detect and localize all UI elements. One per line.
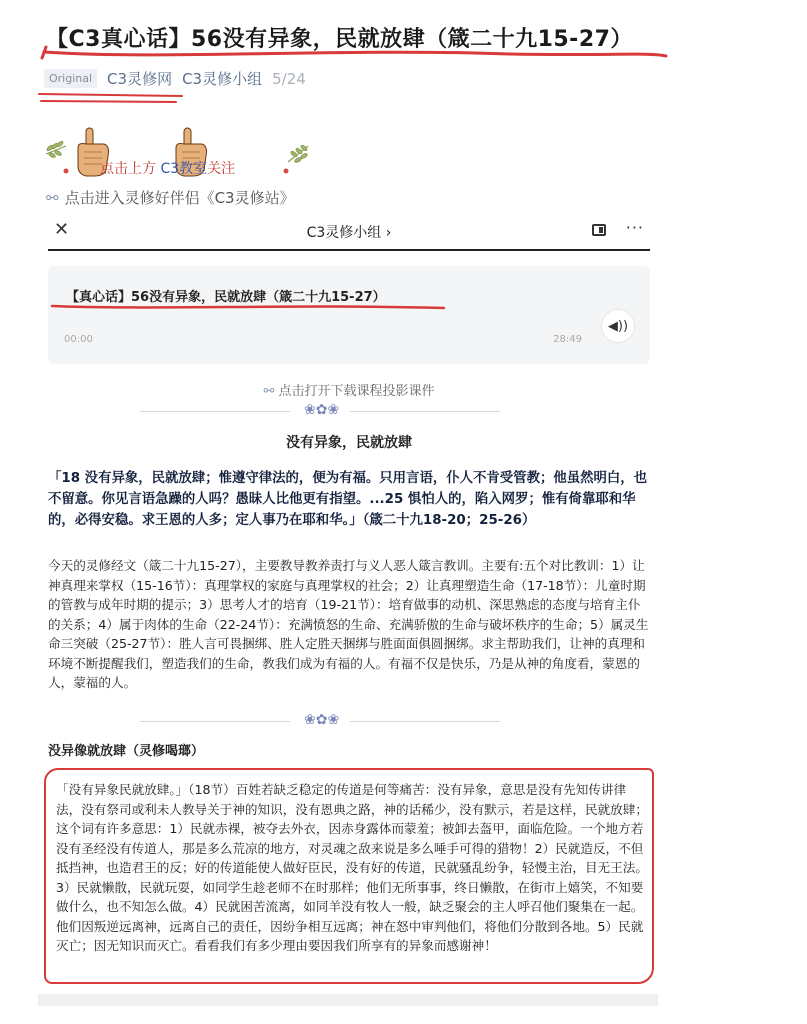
audio-title-underline-annotation bbox=[48, 300, 448, 314]
flower-ornament-icon: ❀✿❀ bbox=[304, 712, 340, 728]
intro-paragraph: 今天的灵修经文（箴二十九15-27），主要教导教养责打与义人恶人箴言教训。主要有:五个对比教训：1）让神真理来掌权（15-16节）：真理掌权的家庭与真理掌权的社会；2）让真理塑造生命（17-18节）：儿童时期的管教与成年时期的提示；3）思考人才的培育（19-21节）：培育做事的动机、深思熟虑的态度与培育主仆的关系；4）属于肉体的生命（22-24节）：充满愤怒的生命、充满骄傲的生命与破坏秩序的生命；5）属灵生命三突破（25-27节）：胜人言可畏捆绑、胜人定胜天捆绑与胜面面俱圆捆绑。求主帮助我们，让神的真理和环境不断提醒我们，塑造我们的生命，教我们成为有福的人。有福不仅是快乐，乃是从神的角度看，蒙恩的人，蒙福的人。 bbox=[48, 558, 649, 690]
devotion-title: 没异像就放肆（灵修喝瑯） bbox=[48, 744, 205, 759]
author-link[interactable]: C3灵修网 bbox=[107, 70, 173, 88]
bullet-dot-icon bbox=[284, 169, 289, 174]
original-badge: Original bbox=[44, 69, 97, 88]
more-icon[interactable]: ··· bbox=[625, 218, 644, 237]
minimize-window-icon[interactable] bbox=[592, 224, 606, 236]
follow-suffix: 关注 bbox=[207, 161, 236, 177]
follow-account: C3教室 bbox=[160, 161, 208, 177]
section-divider bbox=[110, 712, 530, 732]
flower-ornament-icon: ❀✿❀ bbox=[304, 402, 340, 418]
companion-site-link[interactable] bbox=[46, 187, 295, 208]
follow-prefix: 点击上方 bbox=[100, 161, 156, 177]
meta-underline-annotation bbox=[36, 90, 186, 106]
scripture-passage: 「18 没有异象，民就放肆；惟遵守律法的，便为有福。只用言语，仆人不肯受管教；他虽然明白，也不留意。你见言语急躁的人吗？愚昧人比他更有指望。...25 惧怕人的，陷入网罗；惟有倚靠耶和华的，必得安稳。求王恩的人多；定人事乃在耶和华。」（箴二十九18-20；25-26） bbox=[48, 471, 648, 528]
follow-banner[interactable] bbox=[42, 126, 322, 182]
leaf-left-icon bbox=[46, 141, 66, 159]
download-slides-link[interactable] bbox=[48, 380, 650, 399]
navbar-title[interactable]: C3灵修小组 › bbox=[306, 225, 392, 241]
publish-date: 5/24 bbox=[272, 69, 306, 88]
bullet-dot-icon bbox=[64, 169, 69, 174]
article-title: 【C3真心话】56没有异象，民就放肆（箴二十九15-27） bbox=[46, 27, 633, 52]
companion-site-text: 点击进入灵修好伴侣《C3灵修站》 bbox=[64, 189, 295, 207]
follow-text bbox=[100, 158, 235, 178]
audio-title: 【真心话】56没有异象，民就放肆（箴二十九15-27） bbox=[66, 290, 386, 305]
title-underline-annotation bbox=[40, 44, 670, 66]
bottom-bar bbox=[38, 994, 658, 1006]
devotion-paragraph: 「没有异象民就放肆。」（18节）百姓若缺乏稳定的传道是何等痛苦：没有异象，意思是没有先知传讲律法，没有祭司或利未人教导关于神的知识，没有恩典之路，神的话稀少，没有默示，若是这样，民就放肆；这个词有许多意思：1）民就赤裸，被夺去外衣，因赤身露体而蒙羞；被卸去盔甲，面临危险。一个地方若没有圣经没有传道人，那是多么荒凉的地方，对灵魂之敌来说是多么唾手可得的猎物！2）民就造反，不但抵挡神，也造君王的反；好的传道能使人做好臣民，没有好的传道，民就骚乱纷争，轻慢主治，目无王法。3）民就懒散，民就玩耍，如同学生趁老师不在时那样；他们无所事事，终日懒散，在街市上嬉笑，不知要做什么，也不知怎么做。4）民就困苦流离，如同羊没有牧人一般，缺乏聚会的主人呼召他们聚集在一起。他们因叛逆远离神，远离自己的责任，因纷争相互远离；神在怒中审判他们，将他们分散到各地。5）民就灭亡；因无知识而灭亡。看看我们有多少理由要因我们所享有的异象而感谢神！ bbox=[56, 782, 648, 953]
download-text: 点击打开下载课程投影课件 bbox=[278, 384, 435, 399]
section-title-main: 没有异象，民就放肆 bbox=[286, 435, 412, 451]
close-icon[interactable]: ✕ bbox=[54, 219, 70, 240]
audio-time-end: 28:49 bbox=[553, 334, 582, 345]
account-link[interactable]: C3灵修小组 bbox=[182, 70, 263, 88]
leaf-right-icon bbox=[288, 145, 308, 164]
play-audio-icon[interactable]: ◀)) bbox=[602, 310, 634, 342]
article-meta bbox=[44, 68, 306, 89]
embedded-navbar bbox=[48, 215, 650, 251]
audio-player[interactable] bbox=[48, 266, 650, 364]
link-icon: ⚯ bbox=[46, 189, 59, 207]
audio-time-start: 00:00 bbox=[64, 334, 93, 345]
link-icon: ⚯ bbox=[263, 384, 279, 399]
section-divider bbox=[110, 402, 530, 422]
